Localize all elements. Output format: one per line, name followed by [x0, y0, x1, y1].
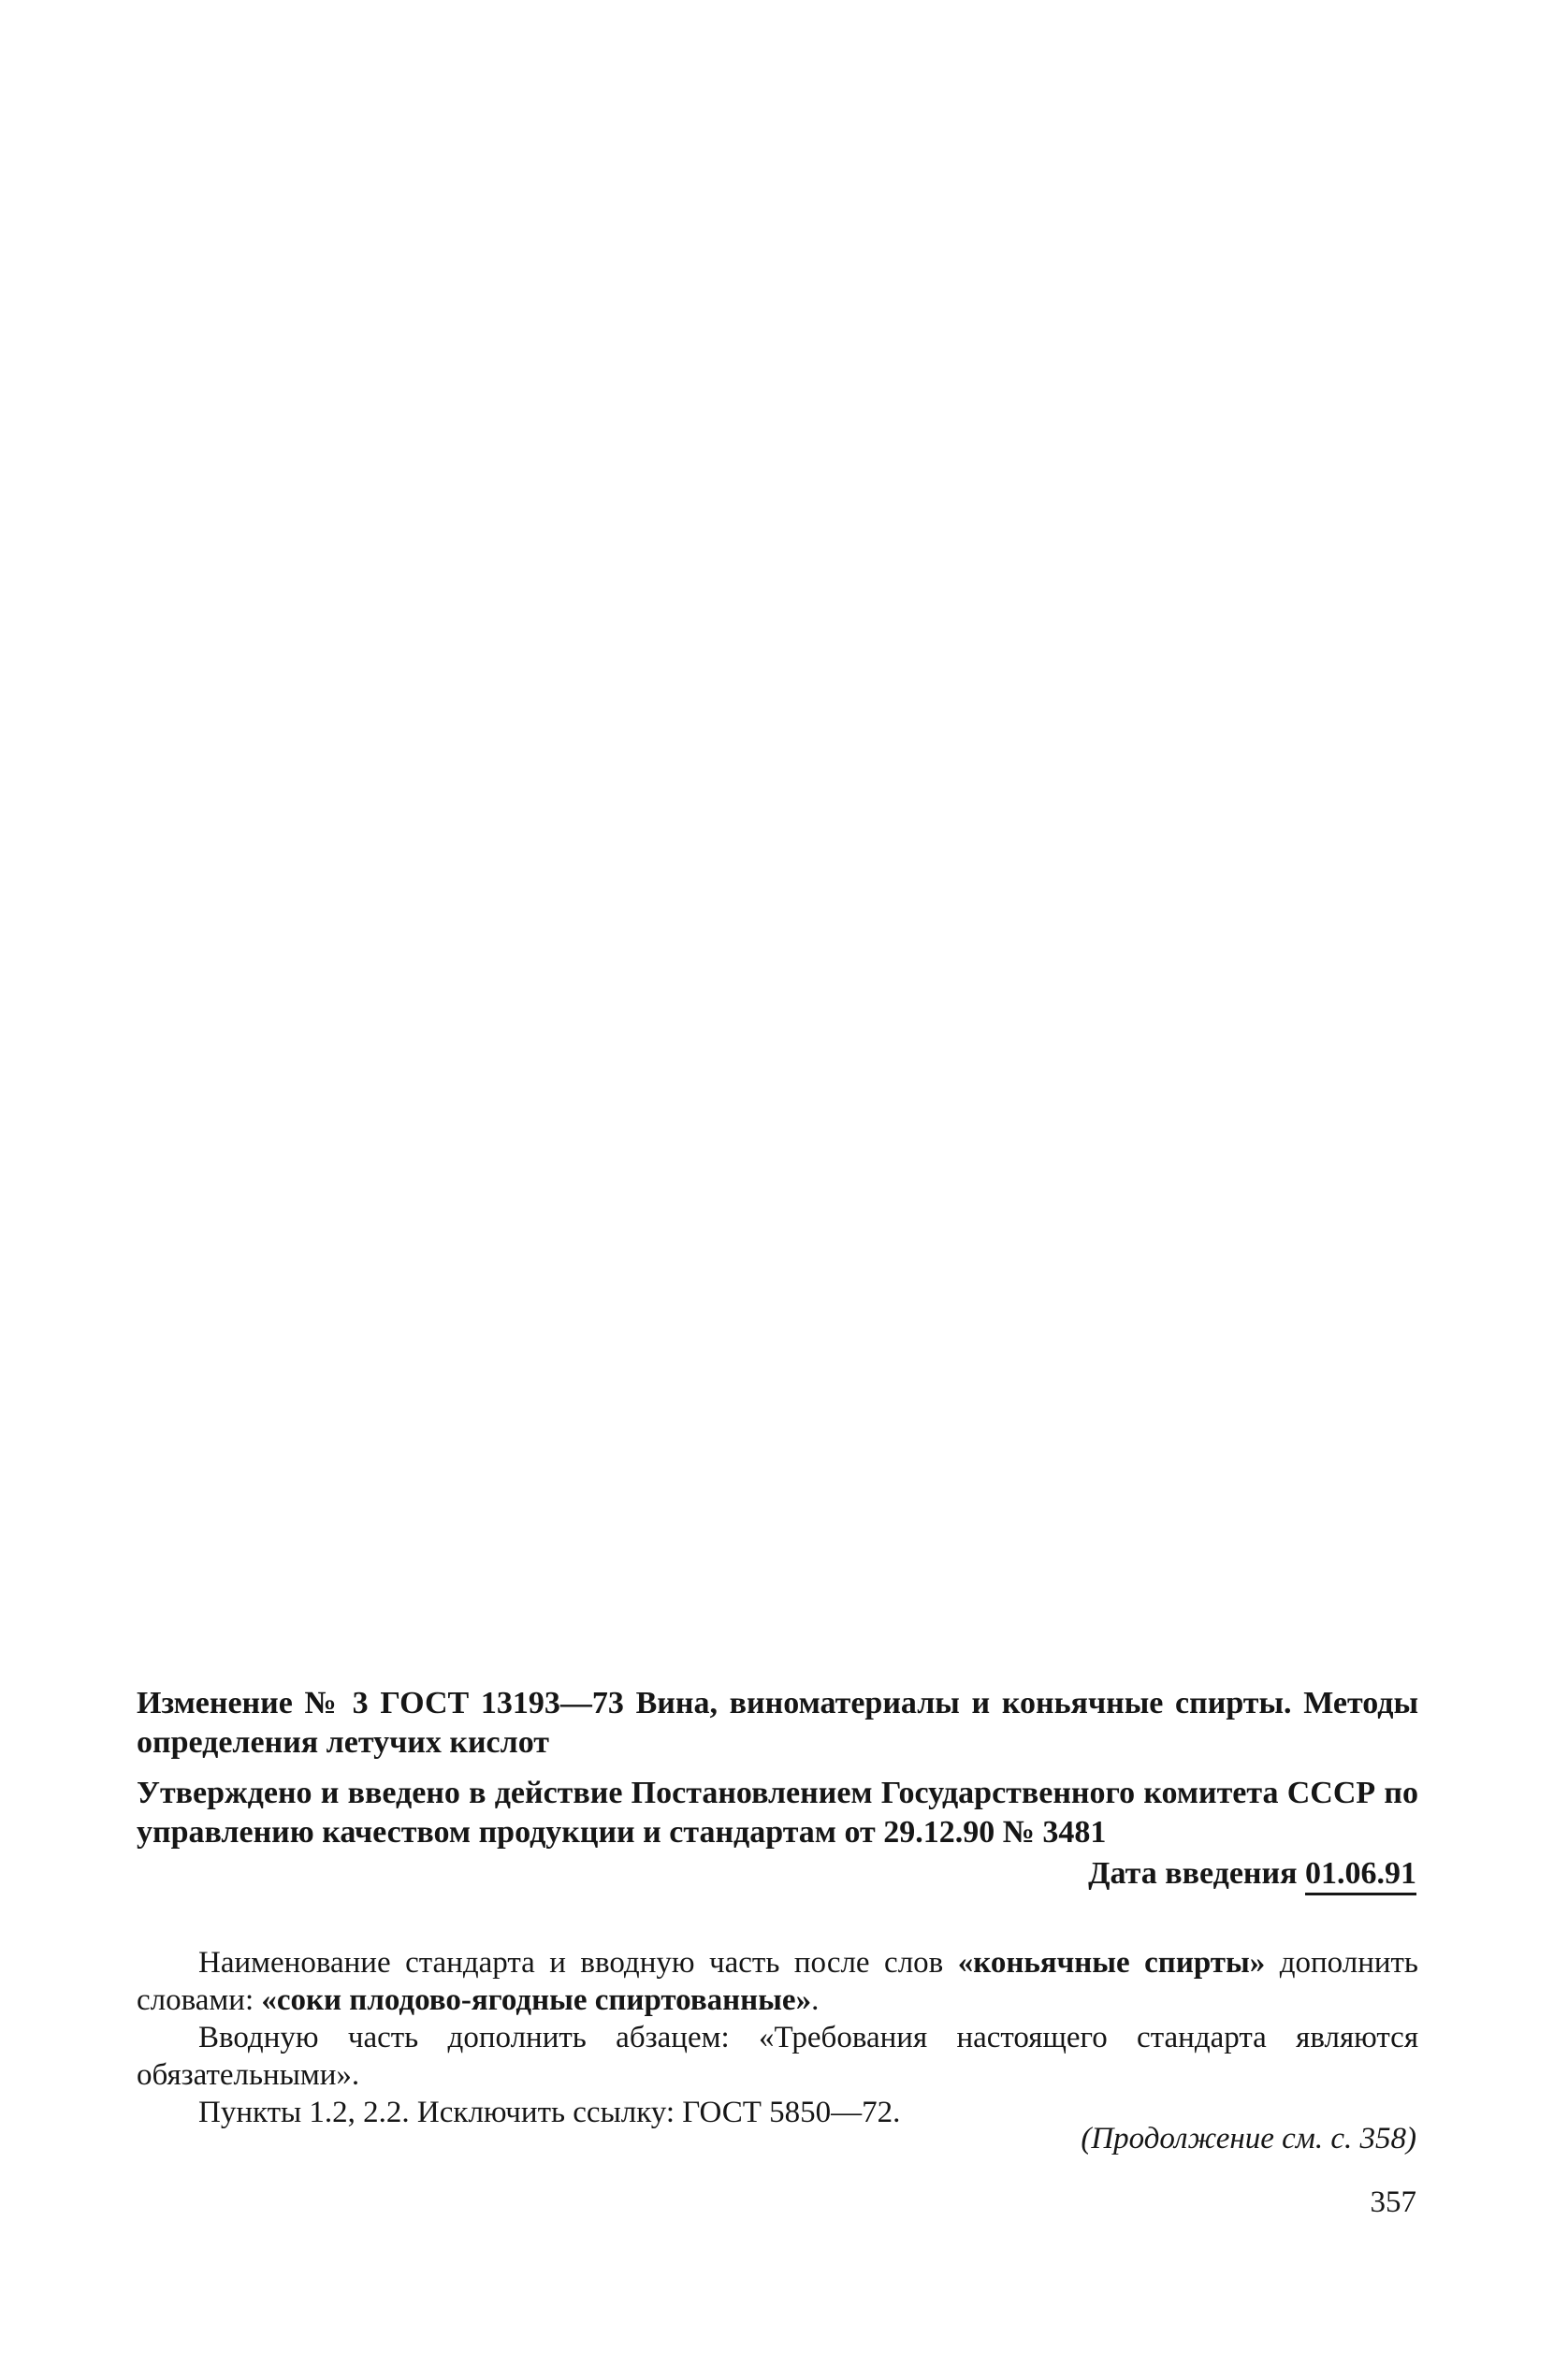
amendment-title: Изменение № 3 ГОСТ 13193—73 Вина, виноматериалы и коньячные спирты. Методы определения летучих кислот [137, 1686, 1418, 1760]
introduction-date-value: 01.06.91 [1305, 1856, 1416, 1895]
paragraph-name-and-intro: Наименование стандарта и вводную часть после слов «коньячные спирты» дополнить словами: «соки плодово-ягодные спиртованные». [137, 1946, 1418, 2017]
page-number: 357 [1370, 2185, 1416, 2219]
paragraph-items: Пункты 1.2, 2.2. Исключить ссылку: ГОСТ 5850—72. [198, 2096, 901, 2129]
approval-statement: Утверждено и введено в действие Постановлением Государственного комитета СССР по управлению качеством продукции и стандартам от 29.12.90 № 3481 [137, 1776, 1418, 1850]
introduction-date [1088, 1854, 1416, 1894]
amendment-body [137, 1944, 1418, 2131]
continuation-note: (Продолжение см. с. 358) [1081, 2122, 1416, 2156]
introduction-date-label: Дата введения [1088, 1856, 1298, 1891]
paragraph-intro-addition: Вводную часть дополнить абзацем: «Требования настоящего стандарта являются обязательными». [137, 2021, 1418, 2092]
